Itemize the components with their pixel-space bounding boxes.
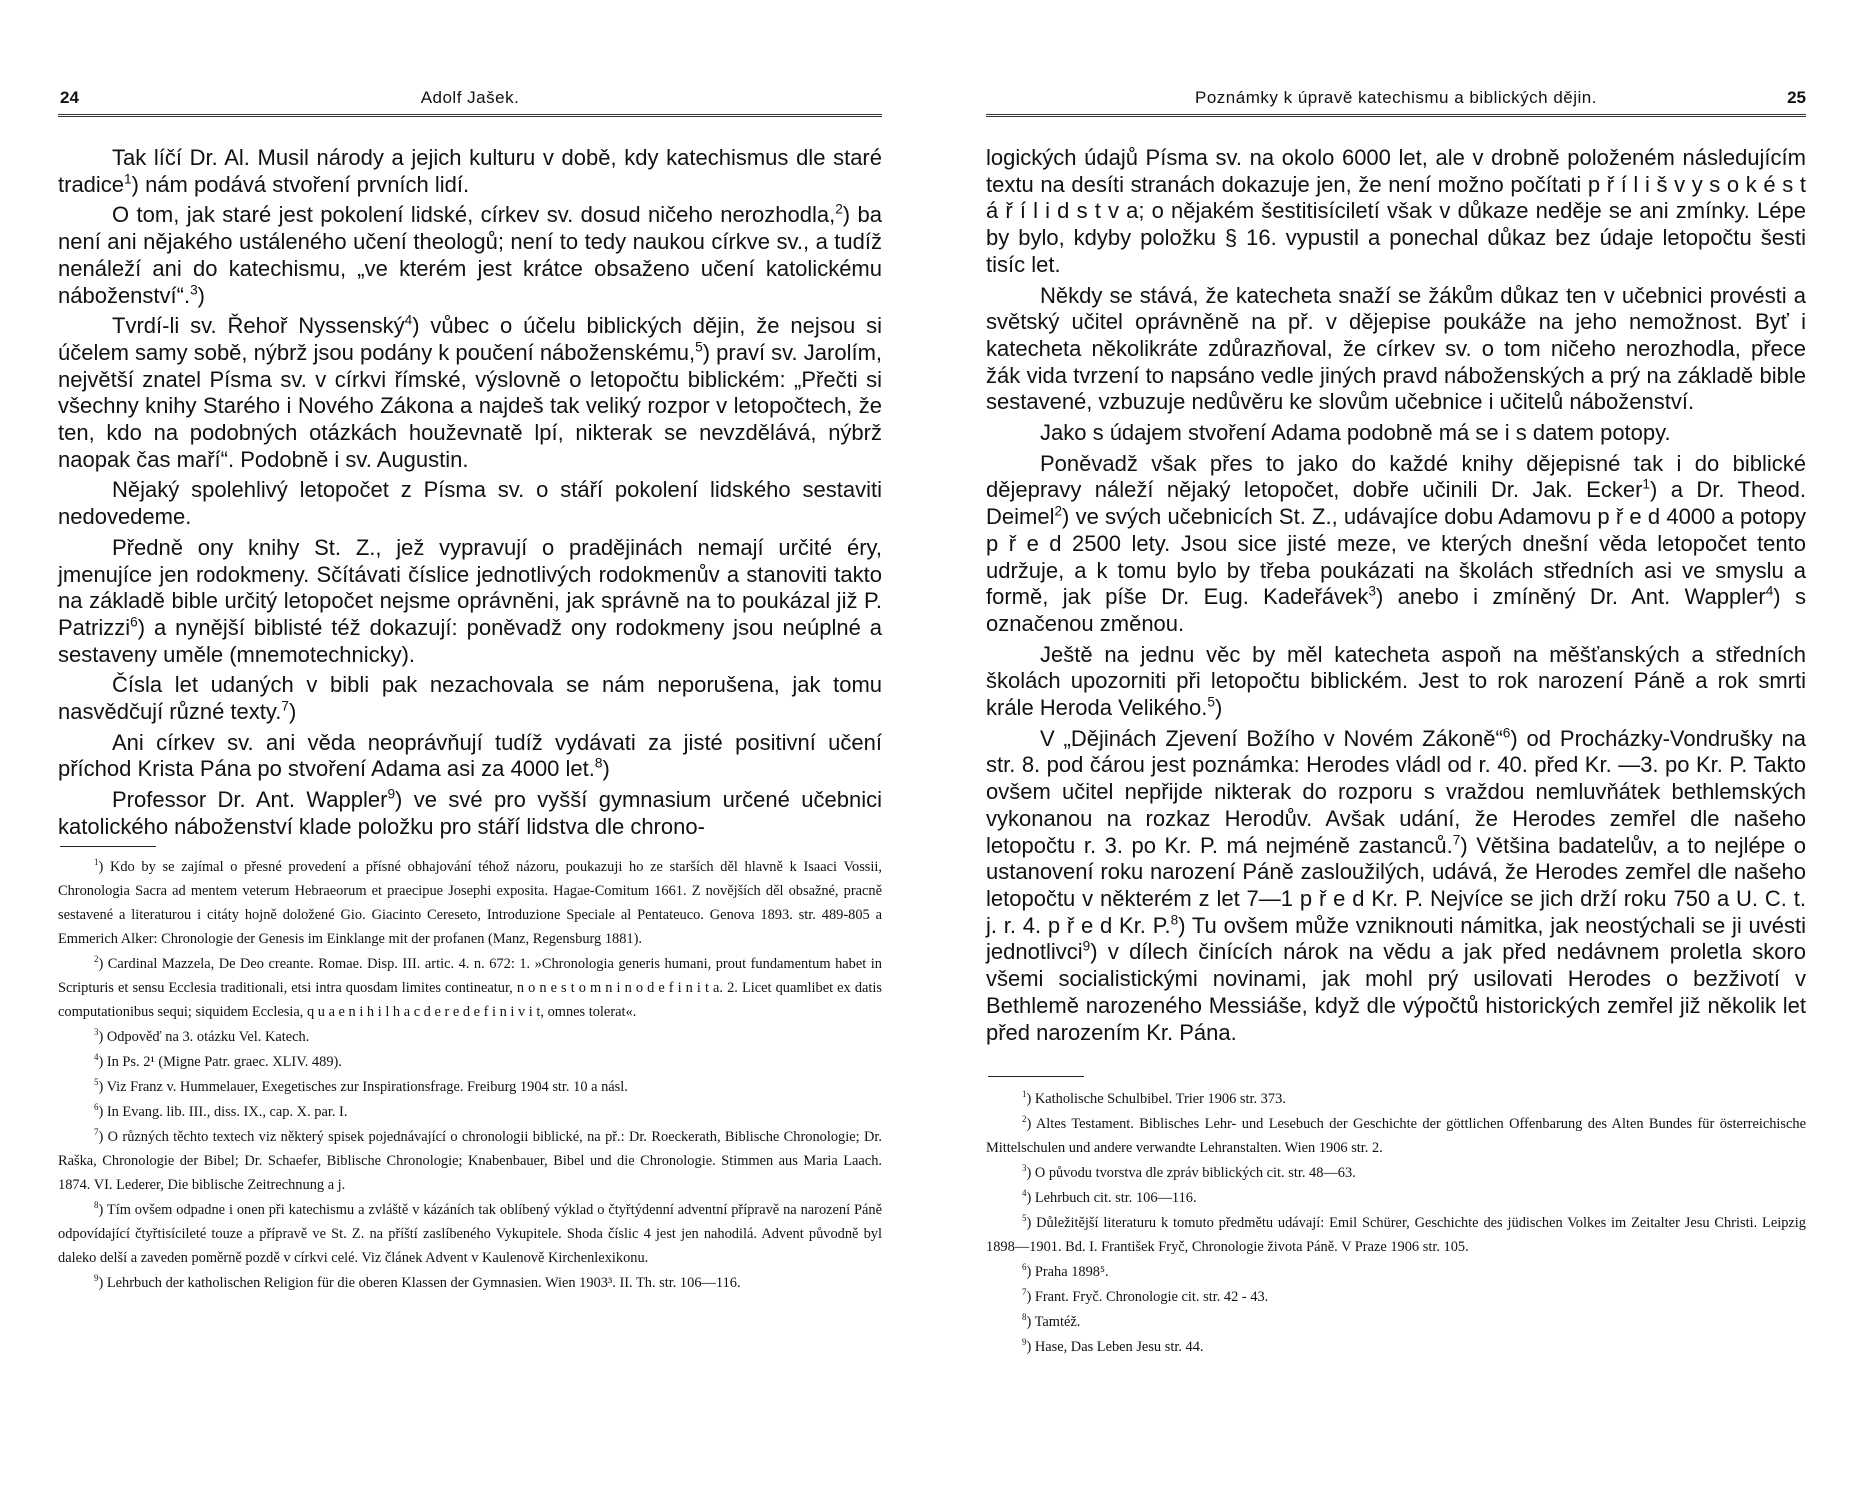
footnote-mark: 1 bbox=[94, 857, 99, 868]
main-text bbox=[58, 145, 882, 845]
footnote-mark: 8 bbox=[94, 1200, 99, 1211]
paragraph-text: ) s označenou změnou. bbox=[986, 584, 1806, 636]
left-page bbox=[58, 0, 882, 1500]
footnote bbox=[58, 855, 882, 951]
footnote bbox=[986, 1260, 1806, 1284]
footnote bbox=[58, 1075, 882, 1099]
footnote bbox=[58, 1271, 882, 1295]
header-rule bbox=[986, 114, 1806, 117]
footnote-ref: 5 bbox=[695, 339, 703, 355]
footnote-ref: 1 bbox=[1642, 477, 1650, 493]
footnote-paren: ) bbox=[1026, 1165, 1035, 1181]
paragraph-text: ) a Dr. Theod. Deimel bbox=[986, 477, 1806, 530]
paragraph-text: Ještě na jednu věc by měl katecheta aspoň na měšťanských a středních školách upozorniti při letopočtu biblickém. Jest to rok narození Páně a rok smrti krále Heroda Velikého. bbox=[986, 641, 1806, 721]
footnote-ref: 2 bbox=[1054, 503, 1063, 519]
footnote bbox=[986, 1161, 1806, 1185]
footnote bbox=[986, 1112, 1806, 1160]
footnote-mark: 9 bbox=[1022, 1337, 1027, 1348]
footnote-ref: 4 bbox=[404, 312, 413, 328]
footnote-text: Tím ovšem odpadne i onen při katechismu a zvláště v kázáních tak oblíbený výklad o čtyřtýdenní adventní přípravě na narození Páně odpovídající čtyřtisícileté touze a přípravě ve St. Z. na příští zaslíbeného Vykupitele. Shoda číslic 4 jest jen nahodilá. Advent původně byl daleko delší a zaveden poměrně pozdě v církvi celé. Viz článek Advent v Kaulenově Kirchenlexikonu. bbox=[58, 1202, 882, 1266]
main-text bbox=[986, 145, 1806, 1050]
footnote-paren: ) bbox=[1026, 1339, 1035, 1355]
footnotes bbox=[986, 1087, 1806, 1360]
footnote-mark: 2 bbox=[1022, 1114, 1027, 1125]
paragraph-text: ) praví sv. Jarolím, největší znatel Písma sv. v církvi římské, výslovně o letopočtu biblickém: „Přečti si všechny knihy Starého i Nového Zákona a najdeš tak veliký rozpor v letopočtech, že ten, kdo na podobných otázkách houževnatě lpí, nikterak se nevzdělává, nýbrž naopak čas maří“. Podobně i sv. Augustin. bbox=[58, 339, 883, 472]
footnote-paren: ) bbox=[98, 1275, 107, 1291]
paragraph-text: logických údajů Písma sv. na okolo 6000 let, ale v drobně položeném následujícím textu na desíti stranách dokazuje jen, že není možno počítati p ř í l i š v y s o k é s t á ř í l i d s t v a; o nějakém šestitisíciletí však v důkaze neděje se ani zmínky. Lépe by bylo, kdyby položku § 16. vypustil a ponechal důkaz bez údaje letopočtu šesti tisíc let. bbox=[986, 145, 1806, 277]
footnote bbox=[986, 1285, 1806, 1309]
paragraph-text: Ani církev sv. ani věda neoprávňují tudíž vydávati za jisté positivní učení příchod Krista Pána po stvoření Adama asi za 4000 let. bbox=[58, 729, 882, 782]
page-header bbox=[58, 88, 882, 114]
footnote bbox=[986, 1310, 1806, 1334]
paragraph bbox=[58, 787, 882, 840]
footnote-paren: ) bbox=[98, 1129, 108, 1145]
footnote-ref: 9 bbox=[1082, 939, 1091, 955]
footnote bbox=[986, 1186, 1806, 1210]
paragraph bbox=[58, 477, 882, 530]
footnote-paren: ) bbox=[98, 956, 108, 972]
footnote-ref: 7 bbox=[281, 698, 289, 714]
footnotes bbox=[58, 855, 882, 1296]
paragraph-text: ) vůbec o účelu biblických dějin, že nejsou si účelem samy sobě, nýbrž jsou podány k poučení náboženskému, bbox=[58, 313, 882, 365]
footnote-text: Katholische Schulbibel. Trier 1906 str. 373. bbox=[1034, 1091, 1286, 1107]
footnote-paren: ) bbox=[98, 1104, 107, 1120]
paragraph-text: ) bbox=[602, 756, 610, 782]
paragraph bbox=[58, 202, 882, 309]
footnote-mark: 7 bbox=[1022, 1287, 1027, 1298]
footnote-text: Praha 1898⁵. bbox=[1034, 1264, 1109, 1280]
footnote-ref: 9 bbox=[387, 786, 396, 802]
footnote-paren: ) bbox=[1026, 1289, 1035, 1305]
paragraph bbox=[58, 730, 882, 783]
paragraph-text: ) od Procházky-Vondrušky na str. 8. pod čárou jest poznámka: Herodes vládl od r. 40. před Kr. —3. po Kr. P. Takto ovšem učitel nepřijde nikterak do rozporu s vraždou nemluvňátek bethlemských vykonanou na rozkaz Herodův. Avšak udání, že Herodes zemřel dle našeho letopočtu r. 3. po Kr. P. má nejméně zastanců. bbox=[986, 725, 1806, 858]
running-head: Adolf Jašek. bbox=[420, 88, 520, 107]
paragraph-text: Nějaký spolehlivý letopočet z Písma sv. o stáří pokolení lidského sestaviti nedovedeme. bbox=[58, 477, 882, 530]
footnote bbox=[986, 1335, 1806, 1359]
footnote-text: Frant. Fryč. Chronologie cit. str. 42 - 43. bbox=[1034, 1289, 1269, 1305]
footnote-ref: 6 bbox=[130, 614, 138, 630]
footnote-text: Altes Testament. Biblisches Lehr- und Lesebuch der Geschichte der göttlichen Offenbarung des Alten Bundes für österreichische Mittelschulen und andere verwandte Lehranstalten. Wien 1906 str. 2. bbox=[986, 1116, 1806, 1156]
paragraph-text: ) bbox=[197, 282, 205, 308]
footnote-paren: ) bbox=[98, 1202, 107, 1218]
footnote-text: In Ps. 2¹ (Migne Patr. graec. XLIV. 489). bbox=[106, 1054, 342, 1070]
right-page bbox=[986, 0, 1806, 1500]
paragraph-text: O tom, jak staré jest pokolení lidské, církev sv. dosud ničeho nerozhodla, bbox=[112, 202, 836, 228]
footnote-ref: 3 bbox=[190, 282, 198, 298]
paragraph-text: Tvrdí-li sv. Řehoř Nyssenský bbox=[112, 313, 405, 339]
footnote-paren: ) bbox=[1026, 1116, 1036, 1132]
footnote-text: Lehrbuch der katholischen Religion für die oberen Klassen der Gymnasien. Wien 1903³. II. Th. str. 106—116. bbox=[106, 1275, 741, 1291]
footnote-paren: ) bbox=[98, 1079, 107, 1095]
paragraph-text: Někdy se stává, že katecheta snaží se žákům důkaz ten v učebnici provésti a světský učitel oprávněně na př. v dějepise poukáže na jeho nemožnost. Byť i katecheta několikráte zdůrazňoval, že církev sv. o tom ničeho nerozhodla, přece žák vida tvrzení to napsáno vedle jiných pravd náboženských a prý na základě bible sestavené, vzbuzuje nedůvěru ke slovům učebnice i učitelů náboženství. bbox=[986, 282, 1806, 415]
paragraph-text: ) nám podává stvoření prvních lidí. bbox=[131, 171, 470, 197]
footnote bbox=[58, 1125, 882, 1197]
footnote-mark: 6 bbox=[94, 1102, 99, 1113]
footnote bbox=[58, 1100, 882, 1124]
paragraph bbox=[986, 145, 1806, 279]
footnote-separator bbox=[60, 846, 156, 847]
footnote bbox=[58, 952, 882, 1024]
paragraph-text: ) v dílech činících nárok na vědu a jak před nedávnem proletla skoro všemi socialistickými novinami, jak mohl prý usilovati Herodes o bezživotí v Bethlemě narozeného Messiáše, když dle výpočtů historických zemřel již několik let před narozením Kr. Pána. bbox=[986, 939, 1806, 1045]
footnote-ref: 7 bbox=[1452, 832, 1461, 848]
footnote-paren: ) bbox=[98, 1054, 107, 1070]
paragraph bbox=[986, 283, 1806, 417]
footnote bbox=[986, 1211, 1806, 1259]
page-number: 25 bbox=[1787, 88, 1806, 107]
paragraph-text: Professor Dr. Ant. Wappler bbox=[112, 787, 388, 813]
paragraph bbox=[58, 313, 882, 473]
footnote-mark: 9 bbox=[94, 1273, 99, 1284]
footnote-mark: 5 bbox=[94, 1077, 99, 1088]
footnote-text: O původu tvorstva dle zpráv biblických cit. str. 48—63. bbox=[1034, 1165, 1356, 1181]
paragraph bbox=[986, 451, 1806, 638]
paragraph bbox=[58, 145, 882, 198]
footnote-ref: 6 bbox=[1502, 725, 1511, 741]
paragraph bbox=[986, 420, 1806, 447]
paragraph-text: ) a nynější biblisté též dokazují: poněvadž ony rodokmeny jsou neúplné a sestaveny uměle (mnemotechnicky). bbox=[58, 614, 882, 667]
footnote-text: Tamtéž. bbox=[1034, 1314, 1081, 1330]
paragraph-text: ) ve svých učebnicích St. Z., udávajíce dobu Adamovu p ř e d 4000 a potopy p ř e d 2500 lety. Jsou sice jisté meze, ve kterých dnešní věda letopočet tento udržuje, a k tomu bylo by třeba poukázati na školách středních asi ve smyslu a formě, jak píše Dr. Eug. Kadeřávek bbox=[986, 504, 1806, 610]
paragraph-text: ) bbox=[288, 699, 297, 725]
footnote-mark: 6 bbox=[1022, 1262, 1027, 1273]
footnote-text: Lehrbuch cit. str. 106—116. bbox=[1034, 1190, 1197, 1206]
footnote-ref: 3 bbox=[1368, 583, 1376, 599]
footnote bbox=[986, 1087, 1806, 1111]
paragraph-text: V „Dějinách Zjevení Božího v Novém Zákoně“ bbox=[1040, 725, 1503, 751]
footnote-paren: ) bbox=[1026, 1314, 1035, 1330]
footnote-ref: 8 bbox=[1170, 912, 1179, 928]
footnote-paren: ) bbox=[98, 1029, 107, 1045]
footnote-ref: 5 bbox=[1207, 694, 1215, 710]
paragraph-text: ) bbox=[1214, 695, 1223, 721]
footnote-mark: 4 bbox=[94, 1052, 99, 1063]
paragraph bbox=[58, 672, 882, 725]
footnote-text: Odpověď na 3. otázku Vel. Katech. bbox=[106, 1029, 310, 1045]
footnote-mark: 4 bbox=[1022, 1188, 1027, 1199]
paragraph-text: ) anebo i zmíněný Dr. Ant. Wappler bbox=[1375, 584, 1766, 610]
footnote-ref: 1 bbox=[124, 171, 132, 187]
footnote-text: In Evang. lib. III., diss. IX., cap. X. par. I. bbox=[106, 1104, 348, 1120]
footnote-ref: 4 bbox=[1765, 583, 1774, 599]
paragraph bbox=[58, 535, 882, 669]
page-number: 24 bbox=[60, 88, 79, 107]
paragraph-text: ) ba není ani nějakého ustáleného učení theologů; není to tedy naukou církve sv., a tudíž nenáleží ani do katechismu, „ve kterém jest krátce obsaženo učení katolickému náboženství“. bbox=[58, 202, 882, 308]
footnote-separator bbox=[988, 1076, 1084, 1077]
paragraph-text: Tak líčí Dr. Al. Musil národy a jejich kulturu v době, kdy katechismus dle staré tradice bbox=[58, 145, 882, 197]
paragraph-text: Čísla let udaných v bibli pak nezachovala se nám neporušena, jak tomu nasvědčují různé texty. bbox=[58, 672, 882, 725]
paragraph-text: Poněvadž však přes to jako do každé knihy dějepisné tak i do biblické dějepravy náleží nějaký letopočet, dobře učinili Dr. Jak. Ecker bbox=[986, 450, 1806, 503]
footnote-mark: 1 bbox=[1022, 1089, 1027, 1100]
paragraph-text: ) Většina badatelův, a to nejlépe o ustanovení roku narození Páně zasloužilých, udává, že Herodes zemřel dle našeho letopočtu v některém z let 7—1 p ř e d Kr. P. Nejvíce se jich drží roku 750 a U. C. t. j. r. 4. p ř e d Kr. P. bbox=[986, 832, 1806, 938]
footnote-mark: 7 bbox=[94, 1127, 99, 1138]
footnote bbox=[58, 1025, 882, 1049]
footnote-text: Viz Franz v. Hummelauer, Exegetisches zur Inspirationsfrage. Freiburg 1904 str. 10 a násl. bbox=[106, 1079, 628, 1095]
footnote bbox=[58, 1198, 882, 1270]
paragraph-text: ) ve své pro vyšší gymnasium určené učebnici katolického náboženství klade položku pro stáří lidstva dle chrono- bbox=[58, 787, 882, 839]
footnote-text: O různých těchto textech viz některý spisek pojednávající o chronologii biblické, na př.: Dr. Roeckerath, Biblische Chronologie; Dr. Raška, Chronologie der Bibel; Dr. Schaefer, Biblische Chronologie; Knabenbauer, Bibel und die Chronologie. Stimmen aus Maria Laach. 1874. VI. Lederer, Die biblische Zeitrechnung a j. bbox=[58, 1129, 882, 1193]
running-head: Poznámky k úpravě katechismu a biblických dějin. bbox=[1195, 88, 1597, 107]
footnote-paren: ) bbox=[1026, 1264, 1035, 1280]
footnote-mark: 8 bbox=[1022, 1312, 1027, 1323]
paragraph-text: Jako s údajem stvoření Adama podobně má se i s datem potopy. bbox=[1040, 420, 1671, 446]
header-rule bbox=[58, 114, 882, 117]
footnote-mark: 5 bbox=[1022, 1213, 1027, 1224]
footnote-paren: ) bbox=[1026, 1190, 1035, 1206]
footnote-text: Cardinal Mazzela, De Deo creante. Romae. Disp. III. artic. 4. n. 672: 1. »Chronologia generis humani, prout fundamentum habet in Scripturis et sensu Ecclesia traditionali, etsi intra quosdam limites contineatur, n o n e s t o m n i n o d e f i n i t a. 2. Licet quamlibet ex datis computationibus sequi; siquidem Ecclesia, q u a e n i h i l h a c d e r e d e f i n i v i t, omnes tolerat«. bbox=[58, 956, 882, 1020]
footnote-ref: 2 bbox=[835, 202, 843, 218]
paragraph-text: ) Tu ovšem může vzniknouti námitka, jak neostýchali se ji uvésti jednotlivci bbox=[986, 912, 1806, 965]
footnote-mark: 2 bbox=[94, 954, 99, 965]
paragraph bbox=[986, 726, 1806, 1046]
footnote bbox=[58, 1050, 882, 1074]
paragraph bbox=[986, 642, 1806, 722]
footnote-paren: ) bbox=[1026, 1091, 1035, 1107]
footnote-text: Kdo by se zajímal o přesné provedení a přísné obhajování téhož názoru, poukazuji ho ze starších děl hlavně k Isaaci Vossii, Chronologia Sacra ad mentem veterum Hebraeorum et praecipue Josephi exposita. Hagae-Comitum 1661. Z novějších děl obsažné, pracně sestavené a literaturou i citáty hojně doložené Gio. Giacinto Cereseto, Introduzione Speciale al Pentateuco. Genova 1893. str. 489-805 a Emmerich Alker: Chronologie der Genesis im Einklange mit der profanen (Manz, Regensburg 1881). bbox=[58, 859, 883, 947]
footnote-text: Důležitější literaturu k tomuto předmětu udávají: Emil Schürer, Geschichte des jüdischen Volkes im Zeitalter Jesu Christi. Leipzig 1898—1901. Bd. I. František Fryč, Chronologie života Páně. V Praze 1906 str. 105. bbox=[986, 1215, 1806, 1255]
footnote-mark: 3 bbox=[1022, 1163, 1027, 1174]
footnote-paren: ) bbox=[1026, 1215, 1037, 1231]
footnote-paren: ) bbox=[98, 859, 110, 875]
footnote-ref: 8 bbox=[594, 756, 603, 772]
paragraph-text: Předně ony knihy St. Z., jež vypravují o pradějinách nemají určité éry, jmenujíce jen rodokmeny. Sčítávati číslice jednotlivých rodokmenův a stanoviti takto na základě bible určitý letopočet nejsme oprávněni, jak správně na to poukázal již P. Patrizzi bbox=[58, 534, 882, 640]
page-header bbox=[986, 88, 1806, 114]
footnote-text: Hase, Das Leben Jesu str. 44. bbox=[1034, 1339, 1204, 1355]
footnote-mark: 3 bbox=[94, 1027, 99, 1038]
